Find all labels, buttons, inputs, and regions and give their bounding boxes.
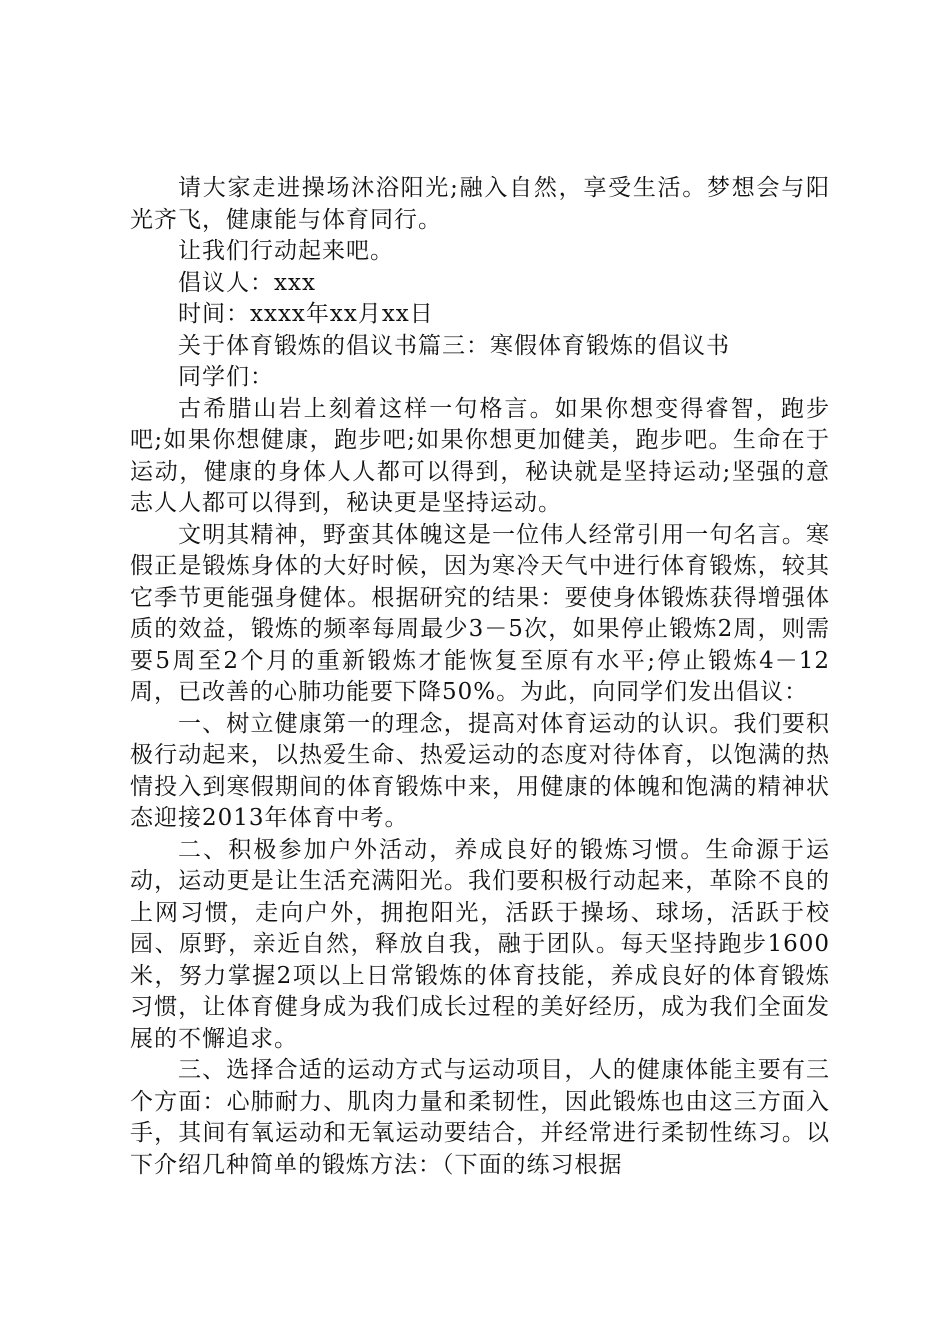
paragraph: 二、积极参加户外活动，养成良好的锻炼习惯。生命源于运动，运动更是让生活充满阳光。我们要积极行动起来，革除不良的上网习惯，走向户外，拥抱阳光，活跃于操场、球场，活跃于校园、原野，亲近自然，释放自我，融于团队。每天坚持跑步1600米，努力掌握2项以上日常锻炼的体育技能，养成良好的体育锻炼习惯，让体育健身成为我们成长过程的美好经历，成为我们全面发展的不懈追求。 xyxy=(130,836,830,1052)
section-heading: 关于体育锻炼的倡议书篇三：寒假体育锻炼的倡议书 xyxy=(178,332,730,359)
paragraph: 倡议人：xxx xyxy=(178,269,316,296)
paragraph: 文明其精神，野蛮其体魄这是一位伟人经常引用一句名言。寒假正是锻炼身体的大好时候，因为寒冷天气中进行体育锻炼，较其它季节更能强身健体。根据研究的结果：要使身体锻炼获得增强体质的效益，锻炼的频率每周最少3－5次，如果停止锻炼2周，则需要5周至2个月的重新锻炼才能恢复至原有水平;停止锻炼4－12周，已改善的心肺功能要下降50%。为此，向同学们发出倡议： xyxy=(130,521,830,705)
paragraph: 请大家走进操场沐浴阳光;融入自然，享受生活。梦想会与阳光齐飞，健康能与体育同行。 xyxy=(130,175,830,233)
salutation: 同学们： xyxy=(178,364,274,390)
document-body xyxy=(130,173,830,1181)
paragraph: 古希腊山岩上刻着这样一句格言。如果你想变得睿智，跑步吧;如果你想健康，跑步吧;如果你想更加健美，跑步吧。生命在于运动，健康的身体人人都可以得到，秘诀就是坚持运动;坚强的意志人人都可以得到，秘诀更是坚持运动。 xyxy=(130,395,830,516)
paragraph: 一、树立健康第一的理念，提高对体育运动的认识。我们要积极行动起来，以热爱生命、热爱运动的态度对待体育，以饱满的热情投入到寒假期间的体育锻炼中来，用健康的体魄和饱满的精神状态迎接2013年体育中考。 xyxy=(130,710,830,831)
paragraph: 让我们行动起来吧。 xyxy=(178,238,394,264)
paragraph: 时间：xxxx年xx月xx日 xyxy=(178,301,434,327)
paragraph: 三、选择合适的运动方式与运动项目，人的健康体能主要有三个方面：心肺耐力、肌肉力量和柔韧性，因此锻炼也由这三方面入手，其间有氧运动和无氧运动要结合，并经常进行柔韧性练习。以下介绍几种简单的锻炼方法：（下面的练习根据 xyxy=(130,1057,830,1178)
